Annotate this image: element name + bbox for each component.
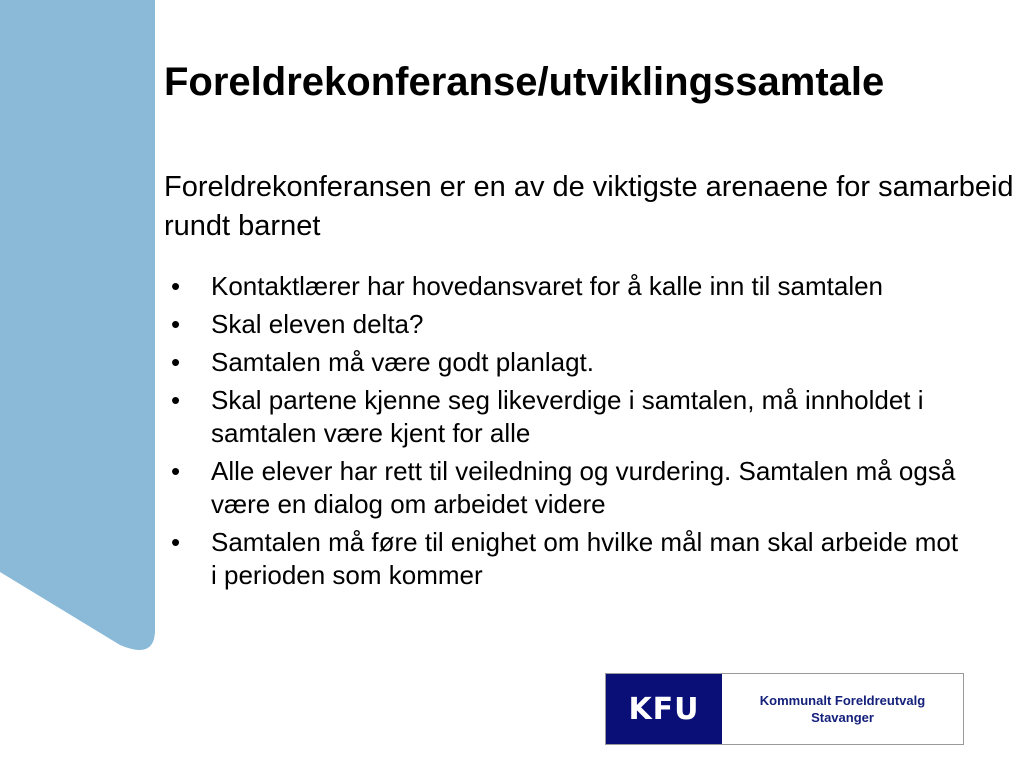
bullet-item-5 (168, 455, 968, 521)
side-decoration (0, 0, 160, 660)
bullet-item-2 (168, 308, 968, 341)
bullet-text: Alle elever har rett til veiledning og vurdering. Samtalen må også være en dialog om arbeidet videre (211, 456, 956, 519)
bullet-icon: • (171, 527, 181, 557)
kfu-logo-text (722, 674, 963, 744)
bullet-list (168, 270, 968, 597)
kfu-logo-line2: Stavanger (811, 710, 874, 725)
kfu-logo (605, 673, 964, 745)
bullet-item-6 (168, 526, 968, 592)
bullet-text: Skal partene kjenne seg likeverdige i samtalen, må innholdet i samtalen være kjent for alle (211, 385, 924, 448)
bullet-item-1 (168, 270, 968, 303)
bullet-icon: • (171, 271, 181, 301)
bullet-text: Skal eleven delta? (211, 309, 424, 339)
bullet-text: Samtalen må føre til enighet om hvilke mål man skal arbeide mot i perioden som kommer (211, 527, 959, 590)
bullet-icon: • (171, 385, 181, 415)
bullet-icon: • (171, 456, 181, 486)
bullet-item-3 (168, 346, 968, 379)
kfu-logo-line1: Kommunalt Foreldreutvalg (759, 693, 926, 708)
bullet-icon: • (171, 347, 181, 377)
slide-title: Foreldrekonferanse/utviklingssamtale (164, 60, 885, 104)
bullet-text: Kontaktlærer har hovedansvaret for å kalle inn til samtalen (211, 271, 884, 301)
bullet-item-4 (168, 384, 968, 450)
kfu-logo-mark: KFU (606, 674, 722, 744)
bullet-icon: • (171, 309, 181, 339)
slide-subtitle: Foreldrekonferansen er en av de viktigste arenaene for samarbeid rundt barnet (164, 171, 1014, 242)
bullet-text: Samtalen må være godt planlagt. (211, 347, 594, 377)
